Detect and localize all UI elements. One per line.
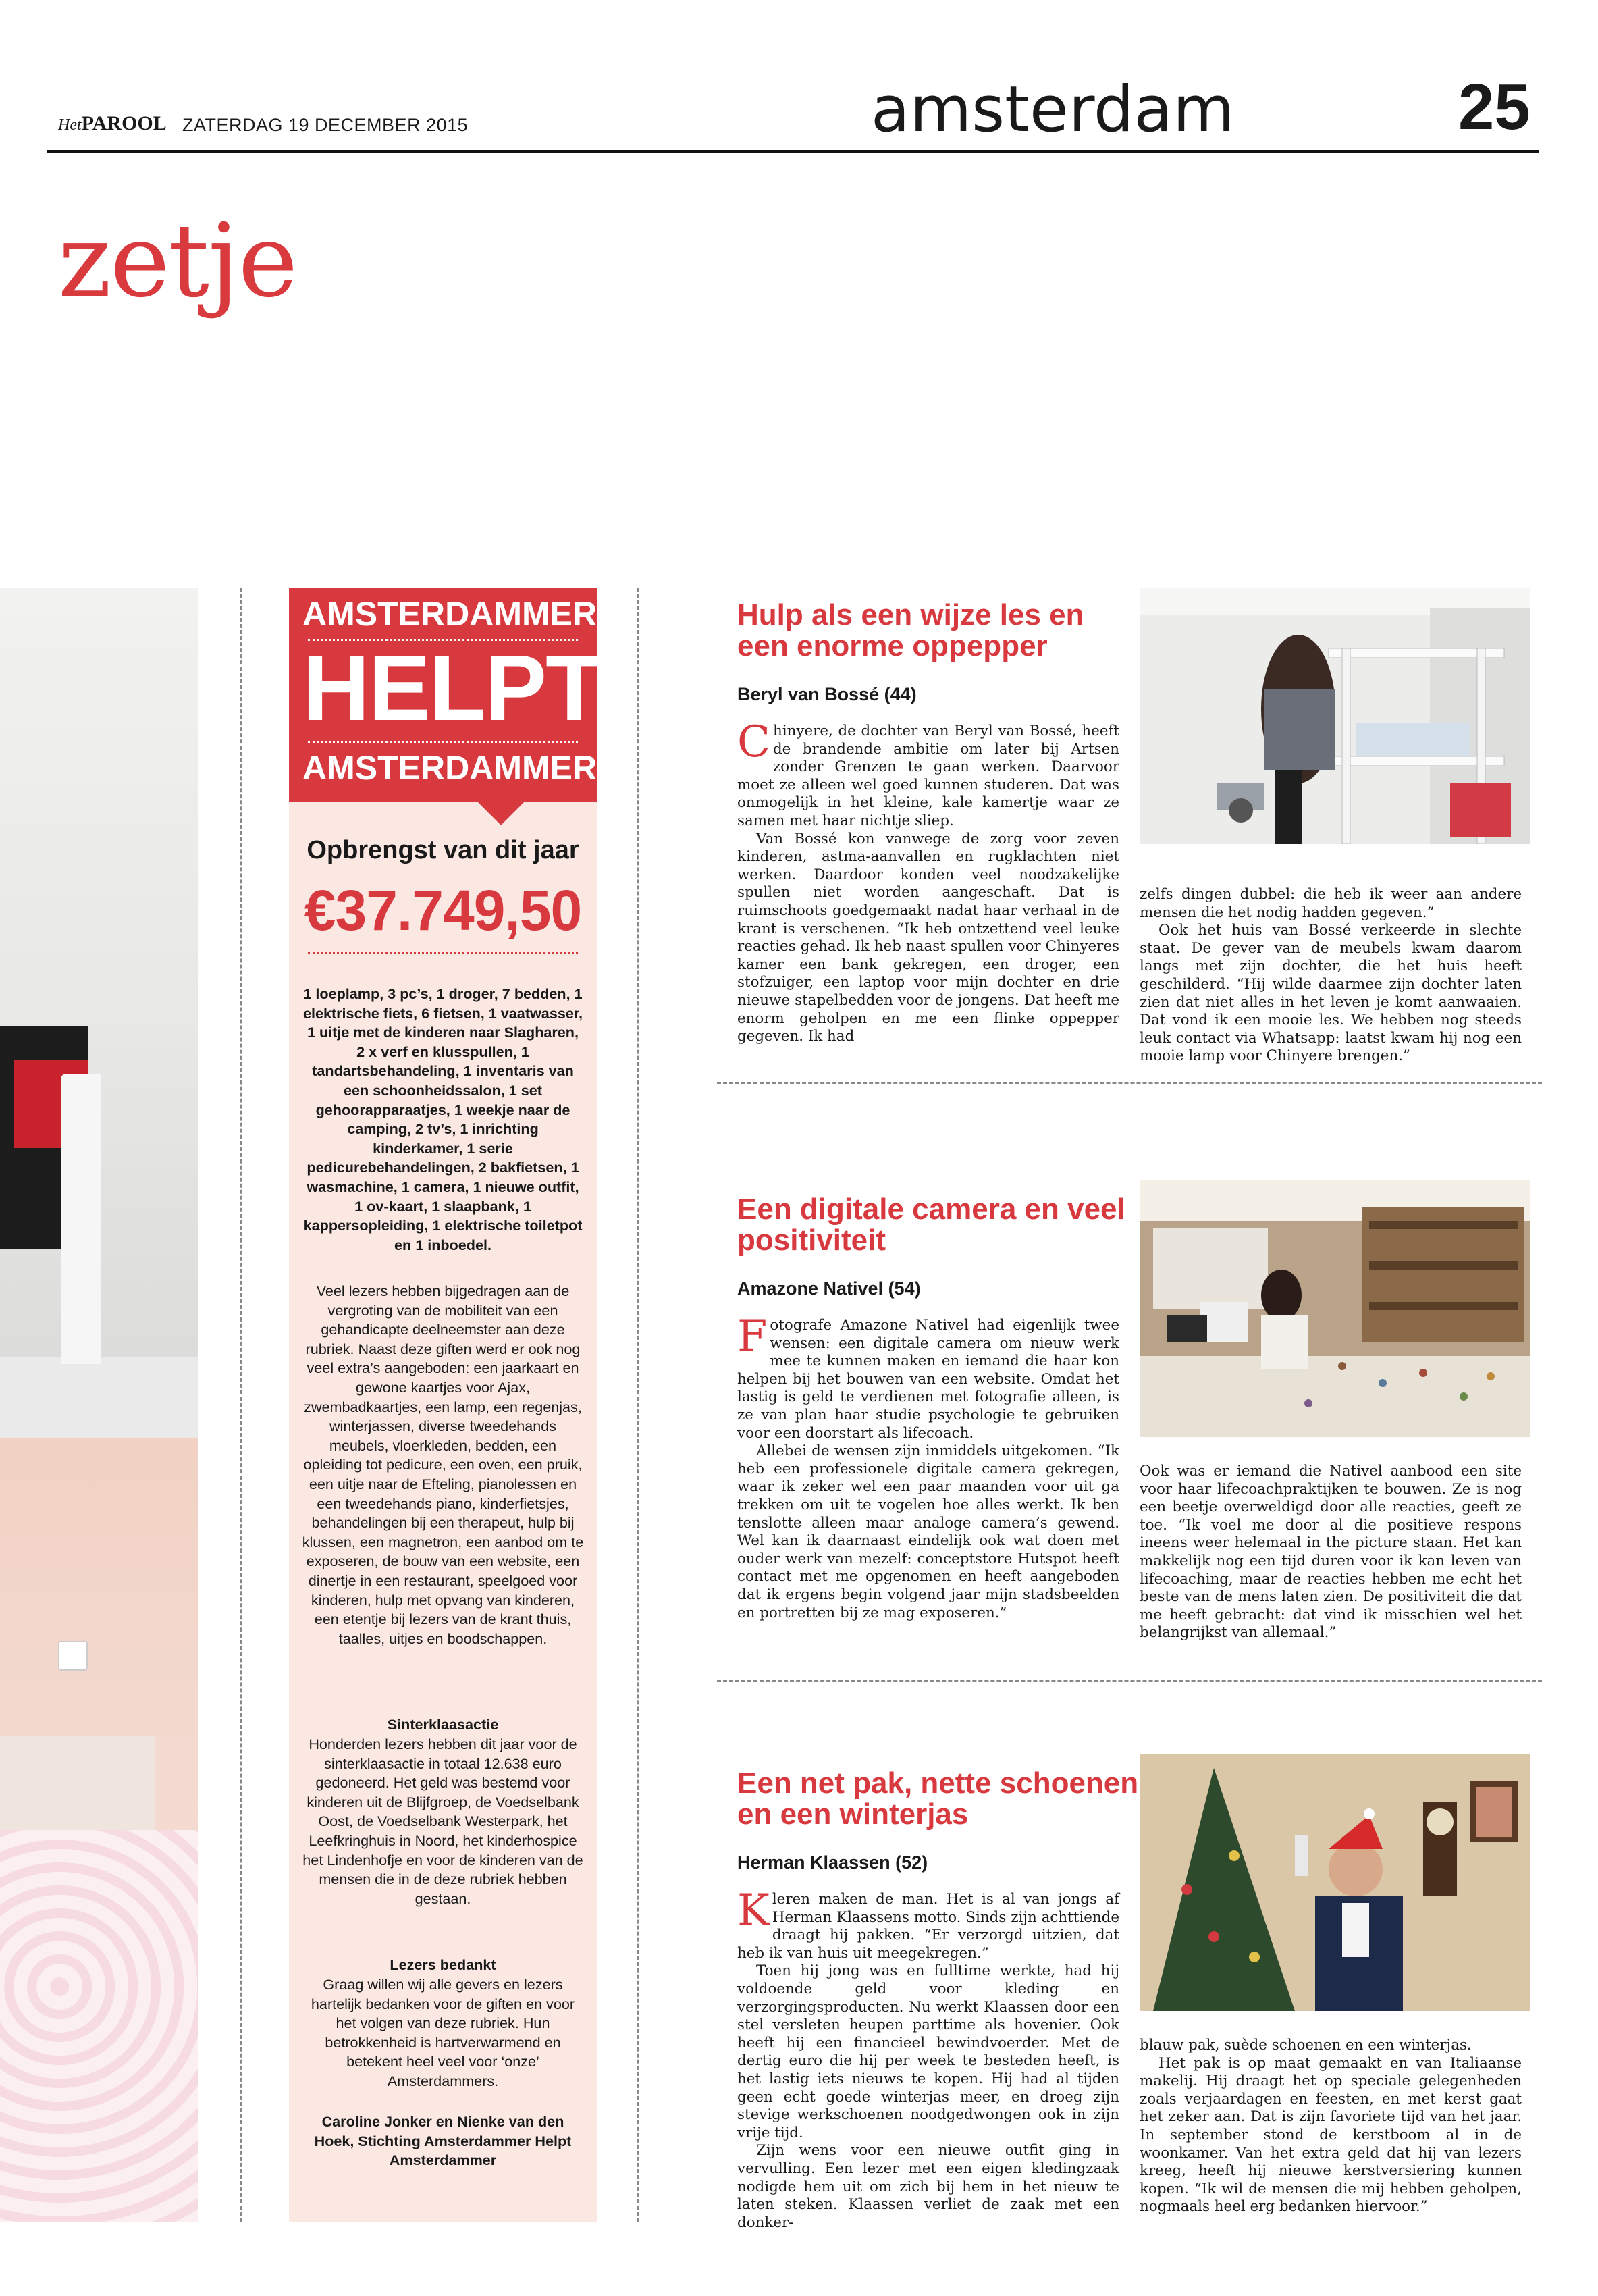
sidebar-paragraph: Veel lezers hebben bijgedragen aan de vergroting van de mobiliteit van een gehandicapte deelneemster aan deze rubriek. Naast deze giften werd er ook nog veel extra’s aangeboden: een jaarkaart en gewone kaartjes voor Ajax, zwembadkaartjes, een lamp, een regenjas, winterjassen, diverse tweedehands meubels, vloerkleden, bedden, een opleiding tot pedicure, een oven, een pruik, een uitje naar de Efteling, pianolessen en een tweedehands piano, kinderfietsjes, behandelingen bij een therapeut, hulp bij klussen, een magnetron, een aanbod om te exposeren, de bouw van een website, een dinertje in een restaurant, speelgoed voor kinderen, hulp met opvang van kinderen, een etentje bij lezers van de krant thuis, taalles, uitjes en boodschappen. bbox=[302, 1282, 584, 1647]
article-column: blauw pak, suède schoenen en een winterjas. Het pak is op maat gemaakt en van Italiaanse makelij. Hij draagt het op speciale gelegenheden zoals verjaardagen en feesten, en met kerst gaat het zeker aan. Dat is zijn favoriete tijd van het jaar. In september stond de kerstboom al in de woonkamer. Van het extra geld dat hij van lezers kreeg, heeft hij nieuwe kerstversiering kunnen kopen. “Ik wil de mensen die mij hebben geholpen, nogmaals heel erg bedanken hiervoor.” bbox=[1140, 2037, 1522, 2216]
bedsheet bbox=[0, 1830, 198, 2222]
article-title: Hulp als een wijze les en een enorme oppepper bbox=[737, 598, 1084, 662]
sidebar-line3: AMSTERDAMMER bbox=[302, 749, 597, 787]
column-divider bbox=[637, 588, 639, 2222]
section-title: amsterdam bbox=[871, 73, 1235, 147]
column-divider bbox=[240, 588, 242, 2222]
article-column: Ook was er iemand die Nativel aanbood een site voor haar lifecoachpraktijken te bouwen. Ze is nog een beetje overweldigd door alle reacties, geeft ze toe. “Ik voel me door al die positieve respons ineens weer helemaal in the picture staan. Het kan makkelijk nog een tijd duren voor ik kan leven van lifecoaching, maar de reacties hebben me echt het beste van de mens laten zien. De positiviteit die dat me heeft gebracht: dat vind ik misschien wel het belangrijkst van allemaal.” bbox=[1140, 1463, 1522, 1642]
drop-cap: K bbox=[737, 1885, 770, 1935]
article-column: Kleren maken de man. Het is al van jongs af Herman Klaassens motto. Sinds zijn achttiende draagt hij pakken. “Er verzorgd uitzien, dat heb ik van huis uit meegekregen.” Toen hij jong was en fulltime werkte, had hij voldoende geld voor kleding en verzorgingsproducten. Nu werkt Klaassen door een stel versleten heupen parttime als hovenier. Ook heeft hij een financieel bewindvoerder. Met de dertig euro die hij per week te besteden heeft, is het lastig iets nieuws te kopen. Hij had al tijden geen echt goede winterjas meer, en droeg zijn stevige werkschoenen noodgedwongen ook in zijn vrije tijd. Zijn wens voor een nieuwe outfit ging in vervulling. Een lezer met een eigen kledingzaak nodigde hem uit om zich bij hem in het nieuw te laten steken. Klaassen verliet de zaak met een donker- bbox=[737, 1885, 1119, 2231]
article-column: Fotografe Amazone Nativel had eigenlijk twee wensen: een digitale camera om nieuw werk mee te kunnen maken en iemand die haar kon helpen bij het bouwen van een website. Omdat het lastig is geld te verdienen met fotografie alleen, is ze van plan haar studie psychologie te gebruiken voor een doorstart als lifecoach. Allebei de wensen zijn inmiddels uitgekomen. “Ik heb een professionele digitale camera gekregen, waar ik zeker wel een paar maanden voor uit ga trekken om uit te vogelen hoe alles werkt. Ik ben tenslotte alleen maar analoge camera’s gewend. Wel kan ik daarnaast eindelijk ook wat doen met ouder werk van mezelf: conceptstore Hutspot heeft contact met me opgenomen en heeft aangeboden dat ik ergens begin volgend jaar mijn stadsbeelden en portretten bij ze mag exposeren.” bbox=[737, 1311, 1119, 1621]
drop-cap: C bbox=[737, 717, 770, 767]
sidebar-amount: €37.749,50 bbox=[304, 879, 582, 942]
newspaper-logo: HetPAROOL bbox=[58, 112, 167, 134]
article-photo bbox=[1140, 1754, 1530, 2011]
wall-socket bbox=[58, 1641, 88, 1671]
article-title: Een net pak, nette schoenen en een winterjas bbox=[737, 1767, 1139, 1831]
sidebar-heading: Lezers bedankt bbox=[390, 1956, 496, 1973]
article-photo bbox=[1140, 588, 1530, 844]
article-photo bbox=[1140, 1180, 1530, 1437]
sidebar-signature: Caroline Jonker en Nienke van den Hoek, Stichting Amsterdammer Helpt Amsterdammer bbox=[314, 2113, 572, 2169]
article-title: Een digitale camera en veel positiviteit bbox=[737, 1193, 1125, 1257]
article-divider bbox=[717, 1082, 1542, 1084]
issue-date: ZATERDAG 19 DECEMBER 2015 bbox=[182, 115, 469, 135]
drop-cap: F bbox=[737, 1311, 768, 1361]
article-byline: Herman Klaassen (52) bbox=[737, 1852, 928, 1873]
left-photo bbox=[0, 588, 198, 2222]
article-byline: Amazone Nativel (54) bbox=[737, 1278, 921, 1299]
article-divider bbox=[717, 1680, 1542, 1682]
article-column: zelfs dingen dubbel: die heb ik weer aan andere mensen die het nodig hadden gegeven.” Ook het huis van Bossé verkeerde in slechte staat. De gever van de meubels kwam daarom langs met zijn dochter, die het huis heeft geschilderd. “Hij wilde daarmee zijn dochter laten zien dat niet alles in het leven je komt aanwaaien. Dat vond ik een mooie les. We hebben nog steeds leuk contact via Whatsapp: laatst kwam hij nog een mooie lamp voor Chinyere brengen.” bbox=[1140, 886, 1522, 1065]
page-number: 25 bbox=[1458, 71, 1530, 143]
article-byline: Beryl van Bossé (44) bbox=[737, 684, 917, 704]
article-column: Chinyere, de dochter van Beryl van Bossé, heeft de brandende ambitie om later bij Artsen zonder Grenzen te gaan werken. Daarvoor moet ze alleen wel goed kunnen studeren. Dat was onmogelijk in het kleine, kale kamertje waar ze samen met haar nichtje sliep. Van Bossé kon vanwege de zorg voor zeven kinderen, astma-aanvallen en rugklachten niet werken. Daardoor konden veel noodzakelijke spullen niet worden aangeschaft. Dat is ruimschoots goedgemaakt nadat haar verhaal in de krant is verschenen. “Ik heb ontzettend veel leuke reacties gehad. Ik heb naast spullen voor Chinyeres kamer een bank gekregen, een droger, een stofzuiger, een laptop voor mijn dochter en drie nieuwe stapelbedden voor de jongens. Dat heeft me enorm geholpen en me een flinke oppepper gegeven. Ik had bbox=[737, 717, 1119, 1045]
sidebar-heading: Sinterklaasactie bbox=[387, 1716, 499, 1733]
sidebar-paragraph: Honderden lezers hebben dit jaar voor de sinterklaasactie in totaal 12.638 euro gedoneerd. Het geld was bestemd voor kinderen uit de Blijfgroep, de Voedselbank Oost, de Voedselbank Westerpark, het Leefkringhuis in Noord, het kinderhospice het Lindenhofje en voor de kinderen van de mensen die in de deze rubriek hebben gestaan. bbox=[302, 1736, 583, 1907]
header-rule bbox=[47, 150, 1539, 153]
sidebar-items: 1 loeplamp, 3 pc’s, 1 droger, 7 bedden, 1 elektrische fiets, 6 fietsen, 1 vaatwasser, 1 uitje met de kinderen naar Slagharen, 2 x verf en klusspullen, 1 tandartsbehandeling, 1 inventaris van een schoonheidssalon, 1 set gehoorapparaatjes, 1 weekje naar de camping, 2 tv’s, 1 inrichting kinderkamer, 1 serie pedicurebehandelingen, 2 bakfietsen, 1 wasmachine, 1 camera, 1 nieuwe outfit, 1 ov-kaart, 1 slaapbank, 1 kappersopleiding, 1 elektrische toiletpot en 1 inboedel. bbox=[302, 985, 583, 1253]
column-title: zetje bbox=[58, 203, 297, 320]
sidebar-paragraph: Graag willen wij alle gevers en lezers hartelijk bedanken voor de giften en voor het volgen van deze rubriek. Hun betrokkenheid is hartverwarmend en betekent heel veel voor ‘onze’ Amsterdammers. bbox=[311, 1976, 575, 2089]
sidebar-line2: HELPT bbox=[302, 636, 602, 740]
sidebar-pointer bbox=[478, 802, 524, 825]
sidebar-subtitle: Opbrengst van dit jaar bbox=[307, 836, 579, 864]
sidebar-line1: AMSTERDAMMER bbox=[302, 595, 597, 633]
